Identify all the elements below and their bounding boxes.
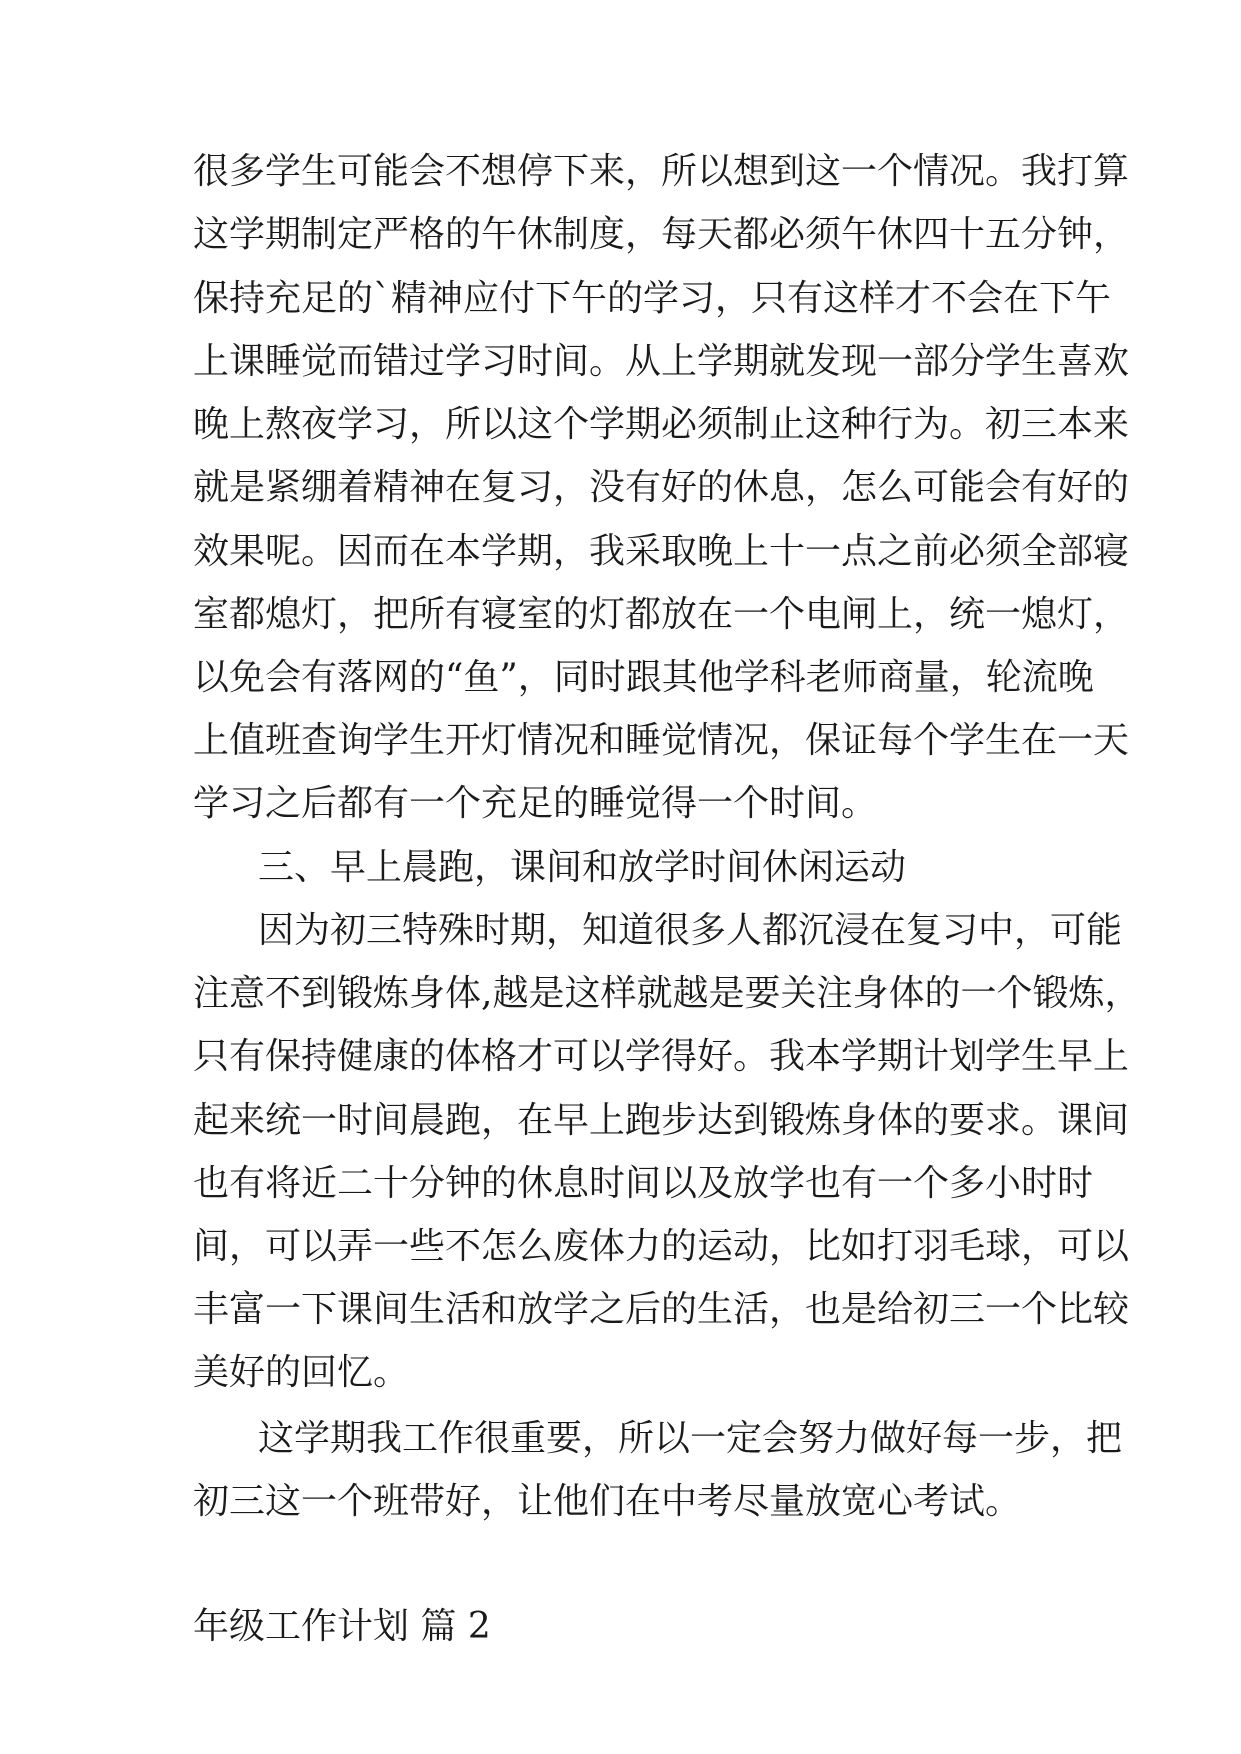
paragraph-line: 初三这一个班带好，让他们在中考尽量放宽心考试。 (193, 1481, 1022, 1522)
paragraph-line: 起来统一时间晨跑，在早上跑步达到锻炼身体的要求。课间 (193, 1100, 1130, 1141)
paragraph-line: 晚上熬夜学习，所以这个学期必须制止这种行为。初三本来 (193, 404, 1130, 445)
paragraph-line: 丰富一下课间生活和放学之后的生活，也是给初三一个比较 (193, 1289, 1130, 1330)
paragraph-line: 上值班查询学生开灯情况和睡觉情况，保证每个学生在一天 (193, 720, 1130, 761)
paragraph-line: 这学期我工作很重要，所以一定会努力做好每一步，把 (258, 1418, 1123, 1459)
next-section-title: 年级工作计划 篇 2 (193, 1606, 491, 1647)
paragraph-line: 间，可以弄一些不怎么废体力的运动，比如打羽毛球，可以 (193, 1226, 1130, 1267)
paragraph-line: 保持充足的`精神应付下午的学习，只有这样才不会在下午 (193, 278, 1112, 319)
paragraph-line: 只有保持健康的体格才可以学得好。我本学期计划学生早上 (193, 1036, 1130, 1077)
paragraph-line: 效果呢。因而在本学期，我采取晚上十一点之前必须全部寝 (193, 531, 1130, 572)
paragraph-line: 因为初三特殊时期，知道很多人都沉浸在复习中，可能 (258, 910, 1123, 951)
paragraph-line: 也有将近二十分钟的休息时间以及放学也有一个多小时时 (193, 1163, 1094, 1204)
paragraph-line: 以免会有落网的“鱼”，同时跟其他学科老师商量，轮流晚 (193, 657, 1094, 698)
paragraph-line: 上课睡觉而错过学习时间。从上学期就发现一部分学生喜欢 (193, 341, 1130, 382)
paragraph-line: 就是紧绷着精神在复习，没有好的休息，怎么可能会有好的 (193, 467, 1130, 508)
paragraph-line: 这学期制定严格的午休制度，每天都必须午休四十五分钟， (193, 214, 1130, 255)
paragraph-line: 美好的回忆。 (193, 1352, 410, 1393)
paragraph-line: 很多学生可能会不想停下来，所以想到这一个情况。我打算 (193, 151, 1130, 192)
paragraph-line: 学习之后都有一个充足的睡觉得一个时间。 (193, 783, 878, 824)
section-heading: 三、早上晨跑，课间和放学时间休闲运动 (258, 847, 907, 888)
paragraph-line: 室都熄灯，把所有寝室的灯都放在一个电闸上，统一熄灯， (193, 594, 1130, 635)
paragraph-line: 注意不到锻炼身体,越是这样就越是要关注身体的一个锻炼， (193, 973, 1141, 1014)
